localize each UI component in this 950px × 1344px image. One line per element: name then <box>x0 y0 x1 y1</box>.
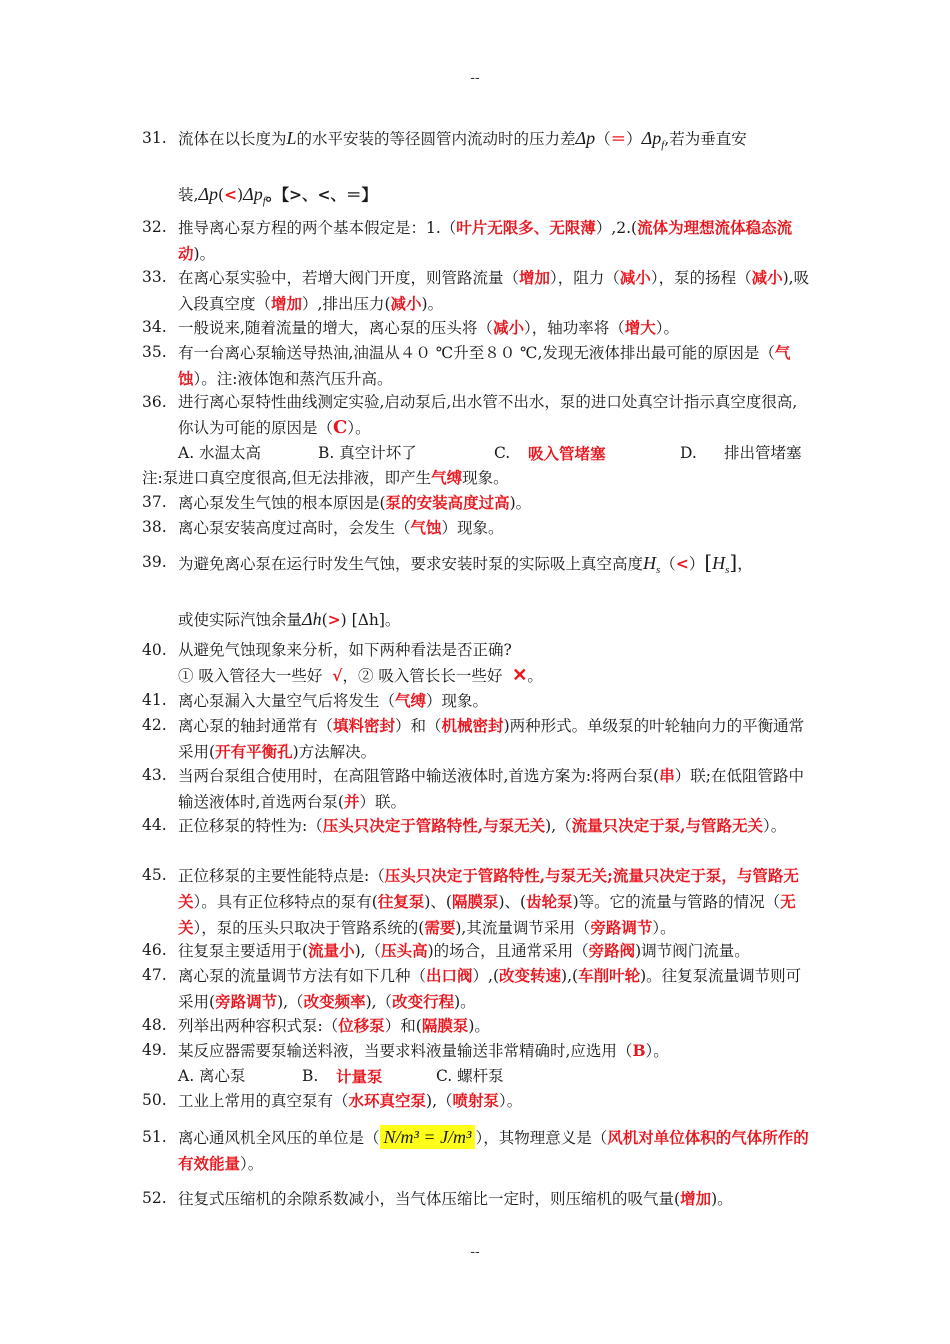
question-text: 在离心泵实验中，若增大阀门开度，则管路流量（增加），阻力（减小），泵的扬程（减小),吸入段真空度（增加）,排出压力(减小)。 <box>178 268 810 313</box>
question-number: 35. <box>142 343 167 361</box>
question-number: 32. <box>142 218 167 236</box>
question-text: 离心通风机全风压的单位是（ N/m³ = J/m³ ），其物理意义是（风机对单位体积的气体所作的有效能量）。 <box>178 1127 809 1173</box>
answer: 旁路调节 <box>215 992 278 1011</box>
question-number: 49. <box>142 1041 167 1059</box>
answer: C <box>333 417 348 438</box>
question-number: 52. <box>142 1189 167 1207</box>
option-b: 计量泵 <box>336 1067 383 1086</box>
question-51 <box>142 1125 812 1177</box>
question-text: 某反应器需要泵输送料液，当要求料液量输送非常精确时,应选用（B）。 A. 离心泵 B. 计量泵 C. 螺杆泵 <box>178 1038 812 1089</box>
question-52 <box>142 1186 812 1212</box>
answer: 隔膜泵 <box>451 892 499 911</box>
answer: 旁路阀 <box>588 941 636 960</box>
question-text: 工业上常用的真空泵有（水环真空泵),（喷射泵）。 <box>178 1091 523 1110</box>
answer: 位移泵 <box>338 1016 385 1035</box>
answer: 流量只决定于泵,与管路无关 <box>571 816 764 835</box>
option-d-label: D. <box>680 444 697 462</box>
option-d: 排出管堵塞 <box>724 444 802 462</box>
question-text: 一般说来,随着流量的增大，离心泵的压头将（减小），轴功率将（增大）。 <box>178 318 679 337</box>
question-42 <box>142 713 812 765</box>
answer: 气缚 <box>431 468 463 487</box>
check-mark-icon: √ <box>332 666 343 685</box>
question-text: 列举出两种容积式泵:（位移泵）和(隔膜泵)。 <box>178 1016 490 1035</box>
answer: 隔膜泵 <box>421 1016 469 1035</box>
question-45 <box>142 863 812 941</box>
question-44 <box>142 813 812 839</box>
footer-page-mark: -- <box>470 1244 480 1260</box>
option-b-label: B. <box>302 1067 319 1085</box>
answer: 增加 <box>271 294 303 313</box>
answer: 水环真空泵 <box>348 1091 427 1110</box>
header-page-mark: -- <box>470 70 480 86</box>
answer: 增加 <box>680 1189 712 1208</box>
question-text: 有一台离心泵输送导热油,油温从４０ ℃升至８０ ℃,发现无液体排出最可能的原因是（气蚀）。注:液体饱和蒸汽压升高。 <box>178 343 791 388</box>
question-text: 正位移泵的特性为:（压头只决定于管路特性,与泵无关),（流量只决定于泵,与管路无关）。 <box>178 816 787 835</box>
question-text: 从避免气蚀现象来分析，如下两种看法是否正确? ① 吸入管径大一些好 √，② 吸入管长长一些好 ✕。 <box>178 641 543 686</box>
option-c: 吸入管堵塞 <box>528 444 606 463</box>
option-b: B. 真空计坏了 <box>318 444 417 462</box>
unit-formula-highlight: N/m³ = J/m³ <box>380 1125 476 1149</box>
answer: 流量小 <box>308 941 355 960</box>
answer: 压头只决定于管路特性,与泵无关;流量只决定于泵，与管路无关 <box>178 866 799 911</box>
question-number: 47. <box>142 966 167 984</box>
question-38 <box>142 515 812 541</box>
option-a: A. 水温太高 <box>178 444 262 462</box>
answer: 减小 <box>390 294 422 313</box>
question-number: 37. <box>142 493 167 511</box>
cross-mark-icon: ✕ <box>512 665 528 686</box>
question-40 <box>142 638 812 689</box>
answer: 喷射泵 <box>452 1091 500 1110</box>
question-number: 41. <box>142 691 167 709</box>
question-43 <box>142 763 812 815</box>
answer: 气蚀 <box>178 343 791 388</box>
question-number: 33. <box>142 268 167 286</box>
answer: 旁路调节 <box>590 918 653 937</box>
question-31 <box>142 126 812 214</box>
answer: B <box>632 1041 646 1060</box>
question-number: 48. <box>142 1016 167 1034</box>
question-50 <box>142 1088 812 1114</box>
question-text: 离心泵安装高度过高时，会发生（气蚀）现象。 <box>178 518 504 537</box>
answer: 增大 <box>624 318 656 337</box>
answer: ＝ <box>610 129 627 148</box>
answer: 气缚 <box>395 691 427 710</box>
question-number: 31. <box>142 129 167 147</box>
answer: 流体为理想流体稳态流动 <box>178 218 793 263</box>
question-47 <box>142 963 812 1015</box>
answer: 并 <box>343 792 360 811</box>
question-32 <box>142 215 812 267</box>
question-text: 离心泵漏入大量空气后将发生（气缚）现象。 <box>178 691 489 710</box>
answer: 压头高 <box>381 941 428 960</box>
answer: 增加 <box>519 268 551 287</box>
answer: 风机对单位体积的气体所作的有效能量 <box>178 1128 809 1173</box>
answer: 车削叶轮 <box>578 966 641 985</box>
answer: > <box>327 610 341 630</box>
question-46 <box>142 938 812 964</box>
question-number: 46. <box>142 941 167 959</box>
question-48 <box>142 1013 812 1039</box>
answer: 出口阀 <box>426 966 473 985</box>
answer: 减小 <box>751 268 783 287</box>
option-a: A. 离心泵 <box>178 1067 246 1085</box>
question-text: 当两台泵组合使用时，在高阻管路中输送液体时,首选方案为:将两台泵(串）联;在低阻管路中输送液体时,首选两台泵(并）联。 <box>178 766 804 811</box>
note-36: 注:泵进口真空度很高,但无法排液，即产生气缚现象。 <box>142 468 509 487</box>
question-text: 正位移泵的主要性能特点是:（压头只决定于管路特性,与泵无关;流量只决定于泵，与管路无关）。具有正位移特点的泵有(往复泵)、(隔膜泵)、(齿轮泵)等。它的流量与管路的情况（无关），泵的压头只取决于管路系统的(需要),其流量调节采用（旁路调节）。 <box>178 866 799 937</box>
question-37 <box>142 490 812 516</box>
answer: < <box>224 185 238 205</box>
question-text: 为避免离心泵在运行时发生气蚀，要求安装时泵的实际吸上真空高度$H_s(<)[H_s]$， 或使实际汽蚀余量Δh(>) [Δh]。 <box>178 550 753 630</box>
answer: 叶片无限多、无限薄 <box>456 218 596 237</box>
question-text: 往复式压缩机的余隙系数减小，当气体压缩比一定时，则压缩机的吸气量(增加)。 <box>178 1189 733 1208</box>
question-text: 流体在以长度为L的水平安装的等径圆管内流动时的压力差$\Delta p(=)\Delta p_f$,若为垂直安 装$,\Delta p(<)\Delta p_f$。【>、<、＝】 <box>178 128 747 208</box>
question-text: 离心泵的流量调节方法有如下几种（出口阀）,(改变转速),(车削叶轮)。往复泵流量调节则可采用(旁路调节),（改变频率),（改变行程)。 <box>178 966 802 1011</box>
question-text: 离心泵的轴封通常有（填料密封）和（机械密封)两种形式。单级泵的叶轮轴向力的平衡通常采用(开有平衡孔)方法解决。 <box>178 716 805 761</box>
question-number: 45. <box>142 866 167 884</box>
question-number: 44. <box>142 816 167 834</box>
answer: 机械密封 <box>441 716 504 735</box>
answer: 齿轮泵 <box>526 892 573 911</box>
answer: 减小 <box>492 318 524 337</box>
question-number: 50. <box>142 1091 167 1109</box>
question-35 <box>142 340 812 392</box>
answer: 串 <box>659 766 675 785</box>
answer: 改变频率 <box>303 992 366 1011</box>
option-c: C. 螺杆泵 <box>436 1067 504 1085</box>
question-number: 36. <box>142 393 167 411</box>
question-39 <box>142 550 812 633</box>
answer: 往复泵 <box>377 892 425 911</box>
question-number: 42. <box>142 716 167 734</box>
question-text: 进行离心泵特性曲线测定实验,启动泵后,出水管不出水，泵的进口处真空计指示真空度很高,你认为可能的原因是（C）。 A. 水温太高 B. 真空计坏了 C. 吸入管堵塞 D. 排出管堵塞 <box>178 390 812 466</box>
answer: < <box>675 554 689 573</box>
question-49 <box>142 1038 812 1089</box>
question-text: 往复泵主要适用于(流量小),（压头高)的场合，且通常采用（旁路阀)调节阀门流量。 <box>178 941 750 960</box>
answer: 无关 <box>178 892 796 937</box>
question-34 <box>142 315 812 341</box>
answer: 开有平衡孔 <box>215 742 293 761</box>
question-number: 51. <box>142 1128 167 1146</box>
answer: 改变转速 <box>499 966 562 985</box>
question-text: 离心泵发生气蚀的根本原因是(泵的安装高度过高)。 <box>178 493 532 512</box>
answer: 压头只决定于管路特性,与泵无关 <box>322 816 546 835</box>
question-number: 43. <box>142 766 167 784</box>
answer: 泵的安装高度过高 <box>385 493 510 512</box>
answer: 改变行程 <box>392 992 455 1011</box>
question-number: 39. <box>142 553 167 571</box>
answer: 减小 <box>619 268 651 287</box>
question-36 <box>142 390 812 466</box>
answer: 气蚀 <box>410 518 442 537</box>
question-number: 38. <box>142 518 167 536</box>
option-c-label: C. <box>494 444 511 462</box>
question-33 <box>142 265 812 317</box>
question-text: 推导离心泵方程的两个基本假定是：1.（叶片无限多、无限薄）,2.(流体为理想流体稳态流动)。 <box>178 218 793 263</box>
answer: 需要 <box>424 918 456 937</box>
question-number: 40. <box>142 641 167 659</box>
answer: 填料密封 <box>333 716 396 735</box>
question-41 <box>142 688 812 714</box>
question-number: 34. <box>142 318 167 336</box>
